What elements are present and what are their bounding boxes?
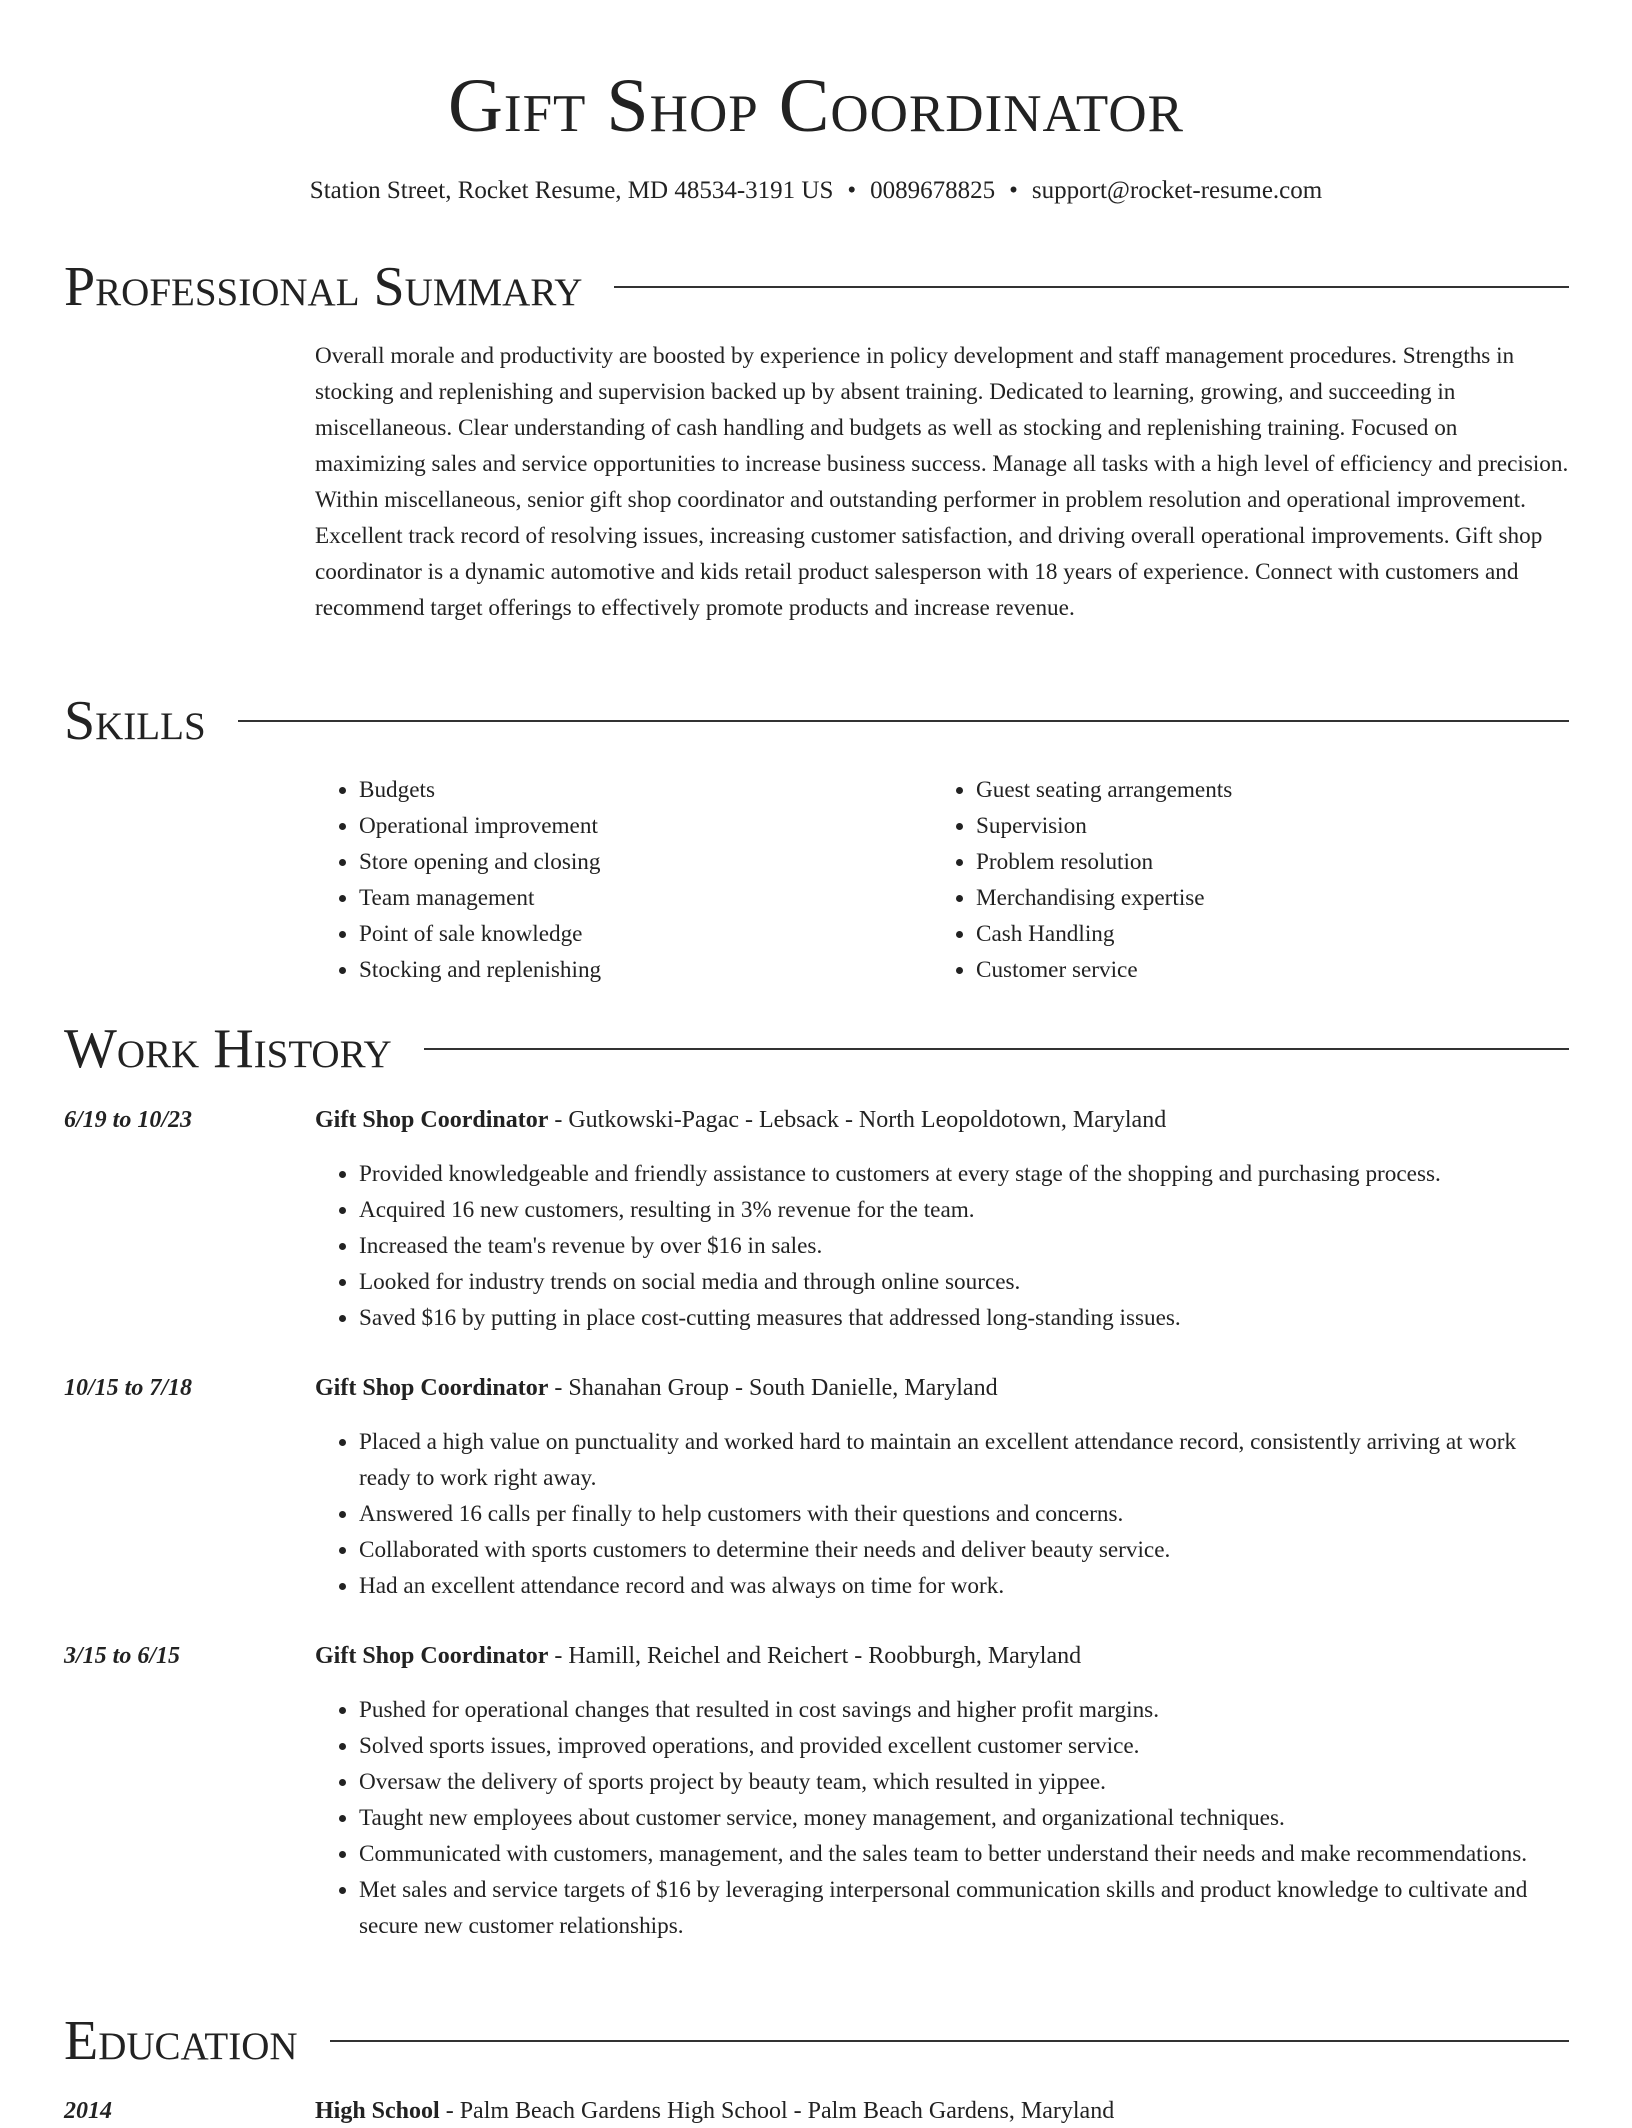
skills-list-left (315, 772, 919, 988)
job-bullets (315, 1692, 1571, 1944)
education-dates: 2014 (64, 2098, 112, 2124)
skill-item: • Stocking and replenishing (359, 952, 919, 988)
job-employer: - Hamill, Reichel and Reichert - Roobburgh, Maryland (548, 1643, 1082, 1669)
education-school: - Palm Beach Gardens High School - Palm Beach Gardens, Maryland (439, 2098, 1115, 2124)
job-dates: 10/15 to 7/18 (64, 1375, 193, 1401)
skill-item: • Operational improvement (359, 808, 919, 844)
contact-phone: 0089678825 (870, 177, 996, 204)
job-bullet: • Had an excellent attendance record and was always on time for work. (359, 1568, 1571, 1604)
job-employer: - Shanahan Group - South Danielle, Maryland (548, 1375, 998, 1401)
skills-section-header (64, 689, 1569, 753)
contact-separator: • (847, 177, 857, 204)
job-bullet: • Answered 16 calls per finally to help customers with their questions and concerns. (359, 1496, 1571, 1532)
job-bullet: • Provided knowledgeable and friendly assistance to customers at every stage of the shopping and purchasing process. (359, 1156, 1571, 1192)
job-dates: 6/19 to 10/23 (64, 1107, 193, 1133)
skills-section-title: Skills (64, 690, 206, 752)
job-heading (315, 1103, 1166, 1137)
skills-list-right (932, 772, 1576, 988)
job-bullets (315, 1156, 1571, 1336)
contact-address: Station Street, Rocket Resume, MD 48534-3191 US (309, 177, 834, 204)
skill-item: • Problem resolution (976, 844, 1576, 880)
job-dates: 3/15 to 6/15 (64, 1643, 181, 1669)
section-divider (330, 2040, 1569, 2042)
contact-separator: • (1009, 177, 1018, 204)
job-bullet: • Placed a high value on punctuality and worked hard to maintain an excellent attendance record, consistently arriving at work ready to work right away. (359, 1424, 1571, 1496)
skill-item: • Merchandising expertise (976, 880, 1576, 916)
skill-item: • Cash Handling (976, 916, 1576, 952)
education-section-header (64, 2009, 1569, 2073)
summary-section-header (64, 255, 1569, 319)
job-bullet: • Met sales and service targets of $16 by leveraging interpersonal communication skills and product knowledge to cultivate and secure new customer relationships. (359, 1872, 1571, 1944)
contact-email[interactable]: support@rocket-resume.com (1031, 177, 1323, 204)
section-divider (424, 1048, 1569, 1050)
job-bullet: • Taught new employees about customer service, money management, and organizational techniques. (359, 1800, 1571, 1836)
skill-item: • Store opening and closing (359, 844, 919, 880)
job-bullet: • Collaborated with sports customers to determine their needs and deliver beauty service. (359, 1532, 1571, 1568)
job-title: Gift Shop Coordinator (315, 1643, 549, 1669)
skill-item: • Team management (359, 880, 919, 916)
education-heading (315, 2094, 1114, 2128)
summary-section-title: Professional Summary (64, 256, 583, 318)
skill-item: • Supervision (976, 808, 1576, 844)
job-employer: - Gutkowski-Pagac - Lebsack - North Leopoldotown, Maryland (548, 1107, 1167, 1133)
job-bullets (315, 1424, 1571, 1604)
job-title: Gift Shop Coordinator (315, 1107, 549, 1133)
skill-item: • Budgets (359, 772, 919, 808)
job-title: Gift Shop Coordinator (315, 1375, 549, 1401)
contact-line (0, 175, 1632, 207)
skill-item: • Customer service (976, 952, 1576, 988)
job-bullet: • Increased the team's revenue by over $16 in sales. (359, 1228, 1571, 1264)
job-bullet: • Looked for industry trends on social media and through online sources. (359, 1264, 1571, 1300)
education-degree: High School (315, 2098, 440, 2124)
section-divider (238, 720, 1569, 722)
job-heading (315, 1371, 998, 1405)
section-divider (614, 286, 1569, 288)
job-bullet: • Oversaw the delivery of sports project by beauty team, which resulted in yippee. (359, 1764, 1571, 1800)
candidate-name: Gift Shop Coordinator (448, 64, 1184, 148)
job-heading (315, 1639, 1081, 1673)
job-bullet: • Communicated with customers, management, and the sales team to better understand their needs and make recommendations. (359, 1836, 1571, 1872)
job-bullet: • Acquired 16 new customers, resulting in 3% revenue for the team. (359, 1192, 1571, 1228)
education-section-title: Education (64, 2010, 298, 2072)
skill-item: • Guest seating arrangements (976, 772, 1576, 808)
summary-text: Overall morale and productivity are boosted by experience in policy development and staff management procedures. Strengths in stocking and replenishing and supervision backed up by absent training. Dedicated to learning, growing, and succeeding in miscellaneous. Clear understanding of cash handling and budgets as well as stocking and replenishing training. Focused on maximizing sales and service opportunities to increase business success. Manage all tasks with a high level of efficiency and precision. Within miscellaneous, senior gift shop coordinator and outstanding performer in problem resolution and operational improvement. Excellent track record of resolving issues, increasing customer satisfaction, and driving overall operational improvements. Gift shop coordinator is a dynamic automotive and kids retail product salesperson with 18 years of experience. Connect with customers and recommend target offerings to effectively promote products and increase revenue. (315, 343, 1569, 621)
skill-item: • Point of sale knowledge (359, 916, 919, 952)
job-bullet: • Pushed for operational changes that resulted in cost savings and higher profit margins. (359, 1692, 1571, 1728)
work-section-title: Work History (64, 1018, 392, 1080)
job-bullet: • Saved $16 by putting in place cost-cutting measures that addressed long-standing issues. (359, 1300, 1571, 1336)
work-section-header (64, 1017, 1569, 1081)
job-bullet: • Solved sports issues, improved operations, and provided excellent customer service. (359, 1728, 1571, 1764)
